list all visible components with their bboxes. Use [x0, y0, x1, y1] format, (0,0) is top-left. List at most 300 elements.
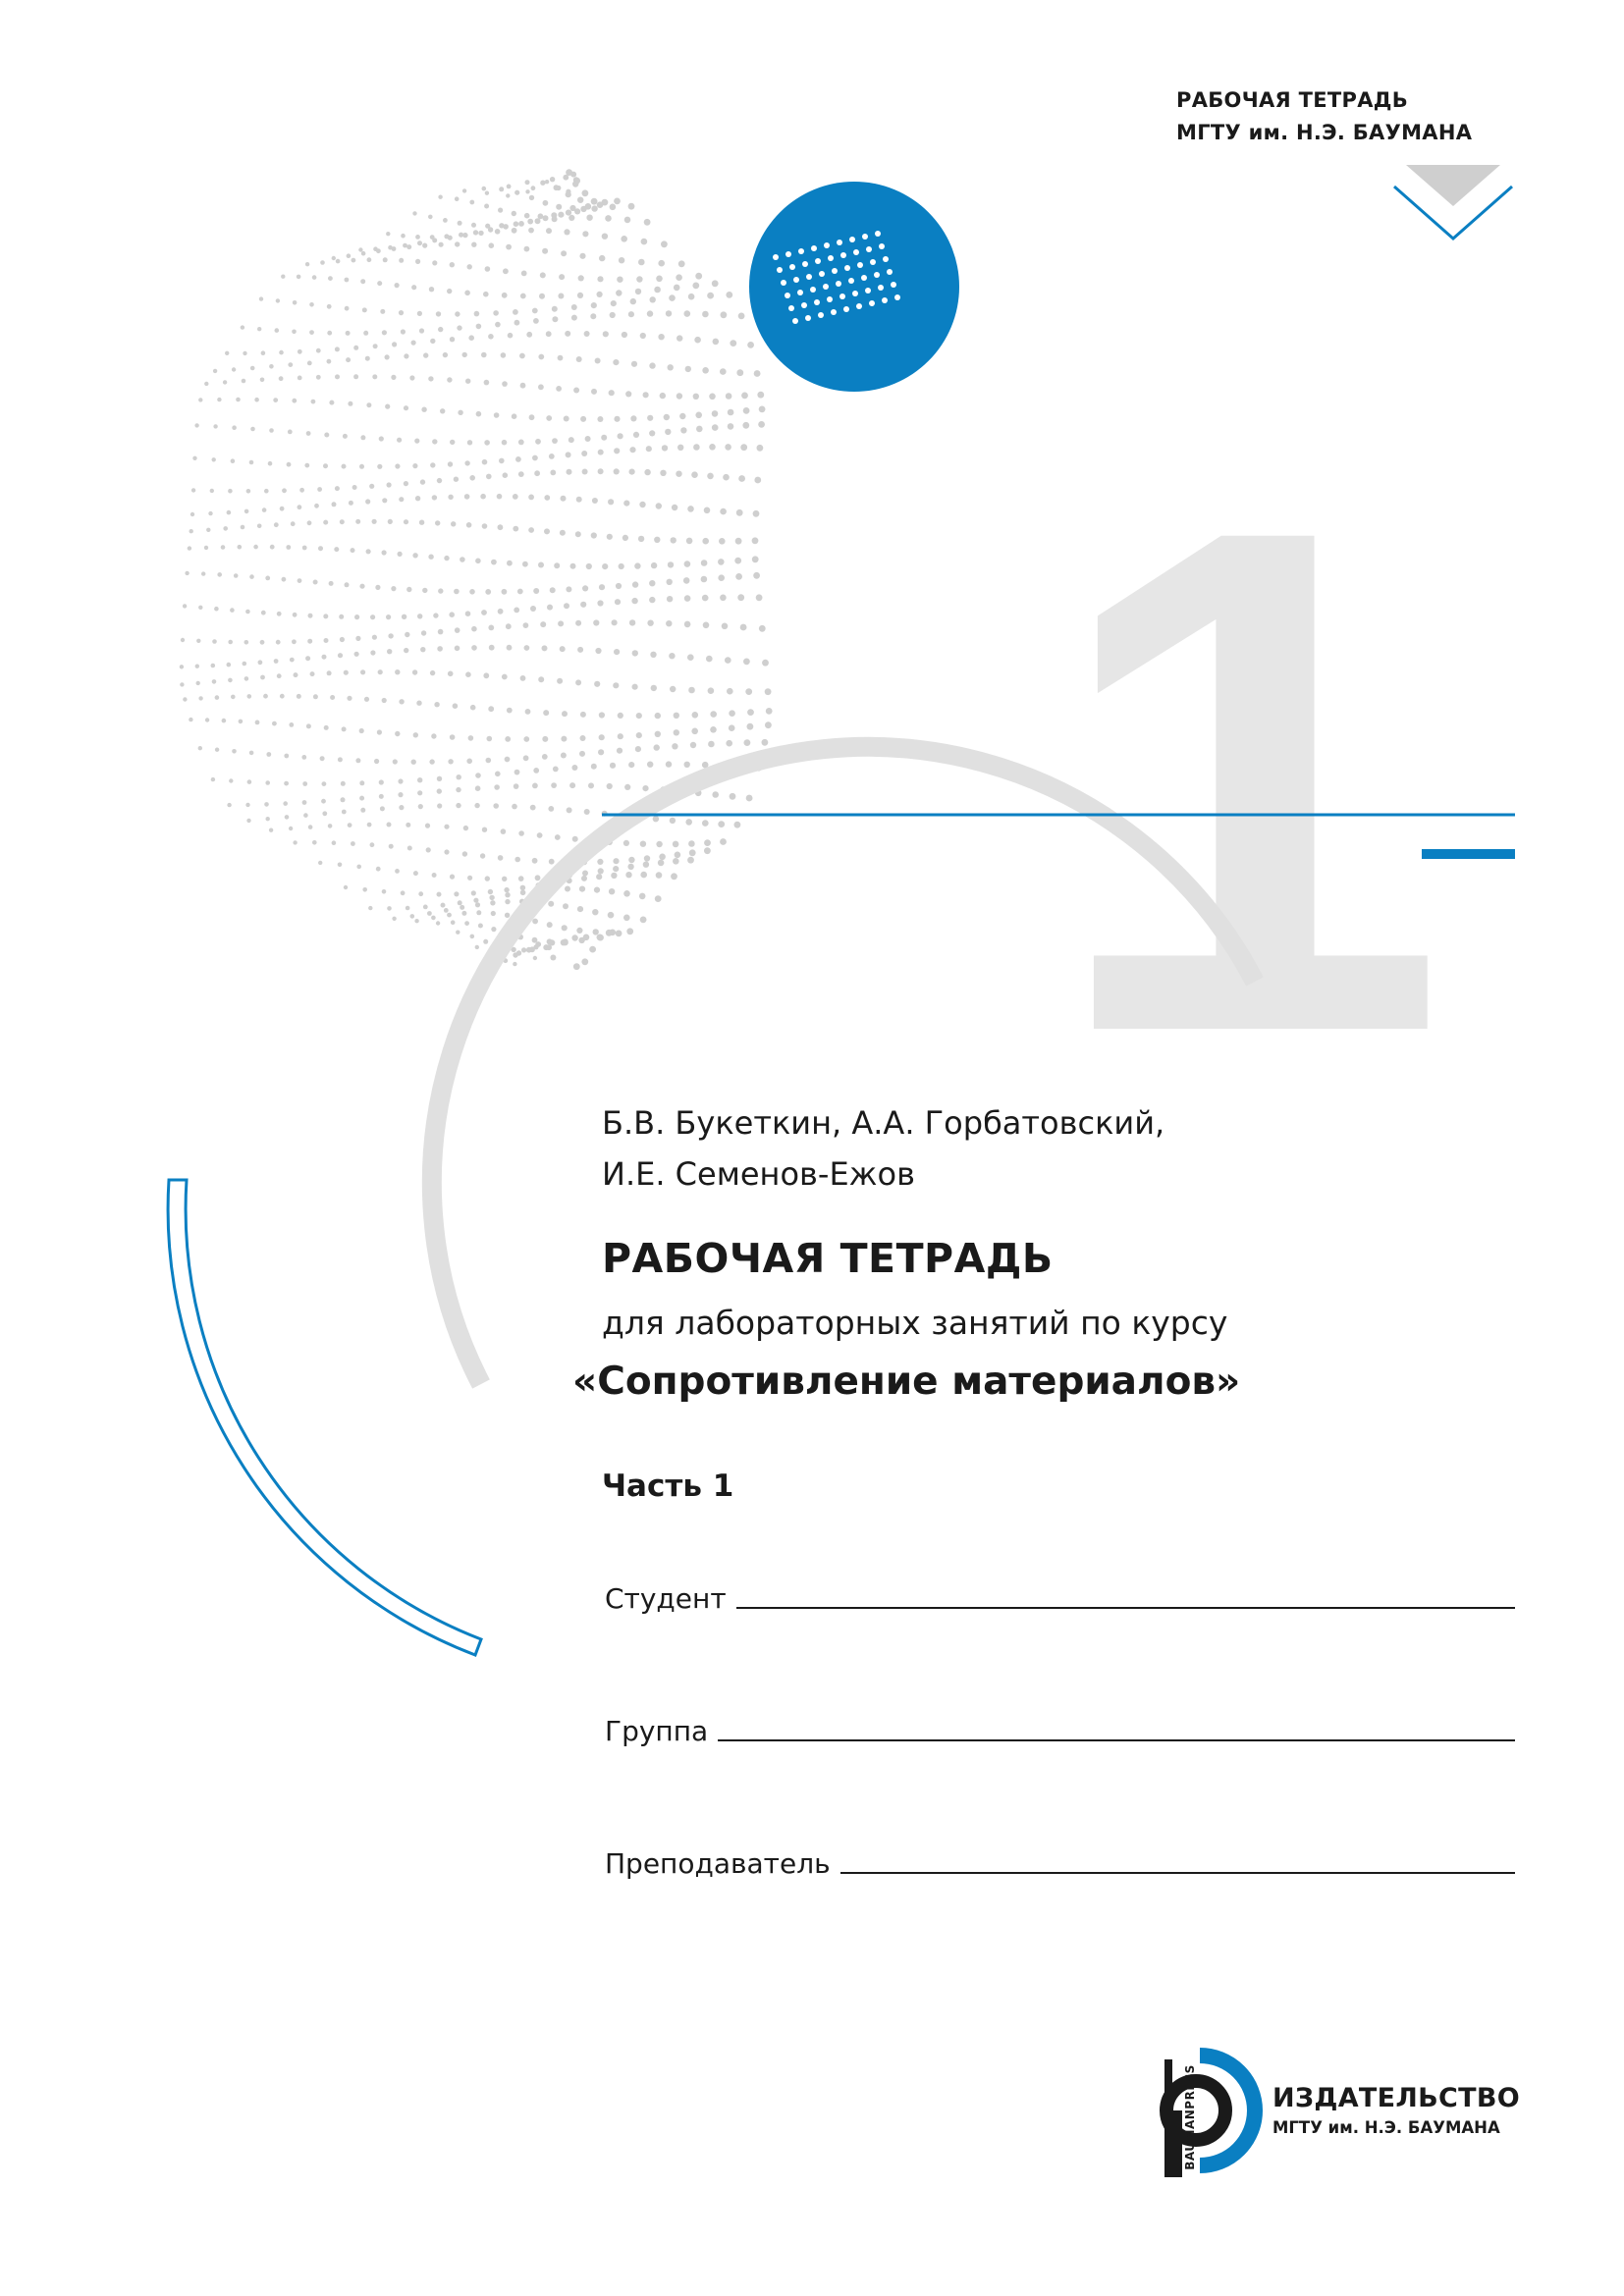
sphere-dot [566, 210, 571, 216]
sphere-dot [406, 906, 410, 911]
series-line-1: РАБОЧАЯ ТЕТРАДЬ [1176, 88, 1409, 112]
sphere-dot [364, 697, 369, 702]
sphere-dot [505, 736, 511, 742]
sphere-dot [255, 721, 260, 725]
blue-circle-dot [843, 306, 849, 312]
book-title: РАБОЧАЯ ТЕТРАДЬ [602, 1235, 1054, 1282]
blue-circle-dot [819, 271, 825, 277]
sphere-dot [766, 708, 773, 715]
blue-circle-dot [852, 291, 858, 296]
sphere-dot [726, 740, 732, 747]
sphere-dot [597, 859, 603, 865]
sphere-dot [591, 205, 597, 211]
sphere-dot [640, 917, 647, 924]
sphere-dot [274, 659, 279, 664]
sphere-dot [752, 537, 759, 544]
sphere-dot [617, 277, 623, 283]
sphere-dot [561, 736, 567, 742]
sphere-dot [372, 635, 377, 640]
sphere-dot [280, 507, 285, 511]
sphere-dot [488, 227, 493, 232]
sphere-dot [712, 280, 719, 287]
sphere-dot [257, 327, 261, 331]
sphere-dot [347, 696, 352, 701]
sphere-dot [183, 697, 187, 701]
sphere-dot [185, 571, 189, 575]
book-subtitle: для лабораторных занятий по курсу [602, 1304, 1228, 1342]
sphere-dot [464, 494, 470, 500]
sphere-dot [210, 489, 214, 493]
sphere-dot [692, 283, 699, 290]
sphere-dot [610, 763, 616, 769]
sphere-dot [341, 781, 346, 786]
sphere-dot [689, 849, 696, 856]
sphere-dot [506, 193, 510, 197]
sphere-dot [279, 350, 284, 355]
sphere-dot [561, 250, 567, 256]
sphere-dot [231, 695, 236, 700]
sphere-dot [354, 652, 359, 657]
sphere-dot [359, 728, 364, 733]
sphere-dot [572, 836, 578, 842]
sphere-dot [380, 806, 385, 811]
sphere-dot [558, 620, 564, 626]
sphere-dot [474, 803, 479, 808]
sphere-dot [322, 781, 327, 786]
sphere-dot [747, 342, 754, 348]
sphere-dot [678, 260, 685, 267]
sphere-dot [269, 828, 273, 832]
sphere-dot [377, 464, 382, 469]
sphere-dot [566, 452, 571, 457]
sphere-dot [335, 486, 340, 491]
sphere-dot [298, 376, 302, 381]
sphere-dot [313, 580, 318, 585]
sphere-dot [476, 411, 482, 417]
sphere-dot [533, 956, 537, 960]
sphere-dot [338, 653, 343, 658]
sphere-dot [430, 462, 435, 467]
blue-circle-dot [827, 296, 833, 302]
sphere-dot [391, 375, 396, 380]
sphere-dot [367, 257, 372, 262]
sphere-dot [570, 563, 576, 569]
sphere-dot [362, 307, 367, 312]
sphere-dot [370, 842, 375, 847]
sphere-dot [422, 243, 427, 248]
sphere-dot [392, 342, 397, 347]
sphere-dot [314, 504, 319, 508]
sphere-dot [232, 749, 237, 754]
sphere-dot [465, 611, 471, 616]
sphere-dot [469, 475, 475, 481]
sphere-dot [603, 331, 609, 337]
sphere-dot [430, 670, 435, 675]
sphere-dot [538, 676, 544, 682]
sphere-dot [683, 577, 690, 584]
sphere-dot [266, 752, 271, 757]
sphere-dot [421, 630, 426, 635]
sphere-dot [491, 927, 496, 932]
sphere-dot [550, 177, 555, 182]
sphere-dot [254, 398, 259, 402]
sphere-dot [591, 198, 598, 205]
blue-circle-dot [823, 284, 829, 290]
sphere-dot [598, 450, 604, 455]
sphere-dot [201, 571, 205, 575]
sphere-dot [624, 784, 630, 790]
sphere-dot [457, 774, 461, 779]
sphere-dot [465, 379, 470, 384]
sphere-dot [621, 236, 627, 242]
blue-circle-dot [824, 242, 830, 248]
sphere-dot [439, 242, 444, 247]
sphere-dot [444, 908, 449, 913]
sphere-dot [549, 859, 555, 865]
sphere-dot [244, 640, 249, 645]
sphere-dot [480, 494, 486, 500]
sphere-dot [395, 731, 400, 736]
sphere-dot [650, 652, 656, 658]
sphere-dot [503, 268, 509, 274]
sphere-dot [298, 505, 302, 509]
sphere-dot [437, 646, 443, 652]
sphere-dot [753, 510, 760, 517]
sphere-dot [656, 276, 663, 283]
sphere-dot [467, 876, 472, 881]
sphere-dot [641, 239, 648, 245]
sphere-dot [656, 503, 662, 508]
sphere-dot [303, 813, 308, 818]
sphere-dot [493, 803, 499, 809]
sphere-dot [440, 408, 445, 413]
sphere-dot [418, 891, 423, 896]
sphere-dot [589, 946, 596, 953]
sphere-dot [526, 332, 532, 338]
sphere-dot [607, 783, 613, 789]
blue-circle-dot [810, 287, 816, 293]
sphere-dot [302, 546, 307, 551]
sphere-dot [379, 779, 384, 784]
sphere-dot [507, 645, 513, 651]
sphere-dot [627, 864, 633, 870]
sphere-dot [471, 645, 477, 651]
sphere-dot [660, 470, 666, 476]
sphere-dot [559, 274, 565, 280]
student-line[interactable] [736, 1607, 1515, 1609]
sphere-dot [283, 801, 288, 806]
sphere-dot [450, 875, 455, 880]
sphere-dot [571, 765, 577, 771]
sphere-dot [393, 759, 398, 764]
sphere-dot [757, 392, 764, 399]
sphere-dot [725, 444, 731, 451]
sphere-dot [320, 756, 325, 761]
blue-circle-dot [866, 246, 872, 252]
sphere-dot [402, 614, 406, 619]
sphere-dot [578, 275, 584, 281]
student-field[interactable] [605, 1582, 1515, 1615]
sphere-dot [354, 614, 359, 619]
sphere-dot [474, 311, 480, 317]
sphere-dot [688, 687, 695, 694]
sphere-dot [513, 494, 518, 500]
sphere-dot [675, 852, 681, 859]
sphere-dot [214, 607, 219, 612]
teacher-field[interactable] [605, 1847, 1515, 1880]
sphere-dot [514, 320, 520, 326]
sphere-dot [432, 238, 437, 242]
sphere-dot [359, 464, 364, 469]
sphere-dot [529, 414, 535, 420]
sphere-dot [437, 803, 442, 808]
sphere-dot [738, 475, 745, 482]
sphere-dot [718, 559, 725, 565]
sphere-dot [533, 318, 539, 324]
sphere-dot [328, 824, 333, 828]
sphere-dot [458, 900, 462, 905]
sphere-dot [635, 289, 641, 294]
sphere-dot [566, 191, 571, 197]
sphere-dot [552, 216, 558, 222]
sphere-dot [507, 185, 512, 189]
student-label: Студент [605, 1582, 727, 1615]
sphere-dot [426, 847, 431, 852]
sphere-dot [462, 851, 467, 856]
sphere-dot [229, 778, 233, 782]
sphere-dot [247, 779, 252, 784]
sphere-dot [475, 945, 479, 949]
sphere-dot [702, 367, 709, 374]
sphere-dot [499, 458, 505, 464]
sphere-dot [520, 675, 526, 681]
sphere-dot [514, 190, 519, 195]
sphere-dot [392, 246, 397, 251]
sphere-dot [401, 234, 406, 239]
sphere-dot [556, 204, 562, 210]
sphere-dot [249, 574, 254, 579]
sphere-dot [288, 430, 293, 435]
sphere-dot [483, 939, 488, 944]
sphere-dot [486, 758, 492, 764]
sphere-dot [507, 708, 513, 714]
sphere-dot [747, 709, 754, 716]
sphere-dot [666, 620, 672, 626]
sphere-dot [579, 886, 585, 892]
sphere-dot [444, 556, 449, 561]
sphere-dot [355, 519, 360, 524]
sphere-dot [666, 761, 672, 767]
sphere-dot [725, 657, 731, 664]
sphere-dot [754, 370, 761, 377]
sphere-dot [412, 211, 416, 215]
sphere-dot [521, 947, 526, 952]
blue-circle-dot [792, 318, 798, 324]
sphere-dot [593, 619, 599, 625]
sphere-dot [664, 414, 670, 420]
blue-circle-dot [839, 294, 845, 299]
sphere-dot [687, 857, 694, 864]
sphere-dot [455, 646, 460, 652]
sphere-dot [738, 313, 745, 320]
sphere-dot [498, 208, 503, 213]
sphere-dot [448, 671, 454, 677]
sphere-dot [288, 362, 293, 367]
sphere-dot [720, 595, 727, 602]
sphere-dot [646, 446, 652, 452]
sphere-dot [666, 310, 672, 316]
sphere-dot [629, 447, 635, 453]
sphere-dot [329, 581, 334, 586]
sphere-dot [647, 762, 653, 768]
sphere-dot [239, 720, 244, 724]
sphere-dot [518, 471, 524, 477]
sphere-dot [718, 574, 725, 581]
sphere-dot [318, 861, 322, 865]
sphere-dot [720, 368, 727, 375]
sphere-dot [272, 721, 277, 726]
sphere-dot [649, 362, 655, 368]
sphere-dot [316, 348, 321, 353]
sphere-dot [575, 620, 581, 626]
sphere-dot [743, 659, 750, 666]
sphere-dot [614, 468, 620, 474]
sphere-dot [550, 955, 556, 961]
sphere-dot [327, 331, 332, 336]
sphere-dot [306, 723, 311, 728]
sphere-dot [223, 380, 227, 384]
sphere-dot [482, 187, 487, 191]
teacher-line[interactable] [840, 1872, 1515, 1874]
sphere-dot [518, 876, 524, 881]
sphere-dot [501, 828, 507, 834]
sphere-dot [690, 742, 696, 748]
sphere-dot [261, 350, 266, 355]
sphere-dot [483, 672, 489, 678]
sphere-dot [609, 390, 615, 396]
sphere-dot [582, 469, 588, 475]
sphere-dot [504, 887, 509, 892]
sphere-dot [298, 578, 302, 583]
sphere-dot [640, 872, 647, 879]
sphere-dot [695, 273, 702, 280]
sphere-dot [342, 726, 347, 731]
sphere-dot [615, 599, 621, 605]
sphere-dot [464, 460, 469, 465]
sphere-dot [284, 781, 289, 786]
sphere-dot [306, 431, 311, 436]
sphere-dot [473, 230, 478, 235]
sphere-dot [575, 531, 581, 537]
blue-circle-dot [781, 280, 786, 286]
sphere-dot [228, 640, 233, 645]
sphere-dot [577, 647, 583, 653]
sphere-dot [631, 598, 637, 604]
blue-circle-dot [802, 261, 808, 267]
sphere-dot [758, 421, 765, 428]
sphere-dot [563, 175, 568, 181]
sphere-dot [611, 873, 617, 879]
sphere-dot [265, 780, 270, 785]
sphere-dot [495, 772, 501, 777]
sphere-dot [679, 413, 685, 419]
sphere-dot [340, 637, 345, 642]
sphere-dot [540, 621, 546, 627]
sphere-dot [502, 293, 508, 298]
sphere-dot [423, 905, 428, 910]
sphere-dot [525, 189, 529, 193]
sphere-dot [403, 243, 407, 248]
sphere-dot [489, 242, 495, 248]
sphere-dot [416, 701, 421, 706]
sphere-dot [622, 332, 627, 338]
sphere-dot [618, 713, 623, 719]
sphere-dot [181, 638, 185, 642]
sphere-dot [341, 797, 346, 802]
sphere-dot [654, 287, 661, 294]
group-line[interactable] [718, 1739, 1515, 1741]
sphere-dot [523, 755, 529, 761]
sphere-dot [312, 840, 317, 845]
sphere-dot [551, 782, 557, 788]
sphere-dot [222, 719, 227, 723]
sphere-dot [550, 470, 556, 476]
sphere-dot [658, 334, 664, 340]
sphere-dot [647, 310, 653, 316]
sphere-dot [215, 695, 220, 700]
sphere-dot [561, 753, 567, 759]
sphere-dot [595, 358, 601, 364]
sphere-dot [684, 762, 690, 768]
sphere-dot [427, 911, 432, 916]
blue-circle-dot [844, 265, 850, 271]
blue-circle-dot [793, 277, 799, 283]
sphere-dot [432, 260, 437, 265]
sphere-dot [228, 678, 233, 683]
sphere-dot [338, 863, 343, 868]
sphere-dot [584, 331, 590, 337]
teacher-label: Преподаватель [605, 1847, 831, 1880]
sphere-dot [754, 477, 761, 484]
sphere-dot [534, 470, 540, 476]
sphere-dot [280, 694, 285, 699]
sphere-dot [625, 391, 631, 397]
sphere-dot [372, 519, 377, 524]
sphere-dot [447, 289, 452, 294]
sphere-dot [265, 576, 270, 581]
sphere-dot [525, 180, 530, 185]
sphere-dot [762, 739, 769, 746]
sphere-dot [260, 675, 265, 680]
sphere-dot [359, 796, 364, 801]
sphere-dot [430, 339, 435, 344]
sphere-dot [528, 228, 534, 234]
sphere-dot [395, 669, 400, 674]
sphere-dot [613, 359, 619, 365]
sphere-dot [520, 885, 526, 891]
sphere-dot [485, 266, 491, 272]
sphere-dot [579, 751, 585, 757]
sphere-dot [227, 803, 231, 807]
group-field[interactable] [605, 1715, 1515, 1747]
sphere-dot [591, 389, 597, 395]
sphere-dot [533, 944, 538, 949]
sphere-dot [241, 325, 244, 329]
blue-circle-dot [773, 254, 779, 260]
sphere-dot [580, 602, 586, 608]
publisher-org: МГТУ им. Н.Э. БАУМАНА [1272, 2118, 1500, 2137]
sphere-dot [345, 306, 350, 311]
